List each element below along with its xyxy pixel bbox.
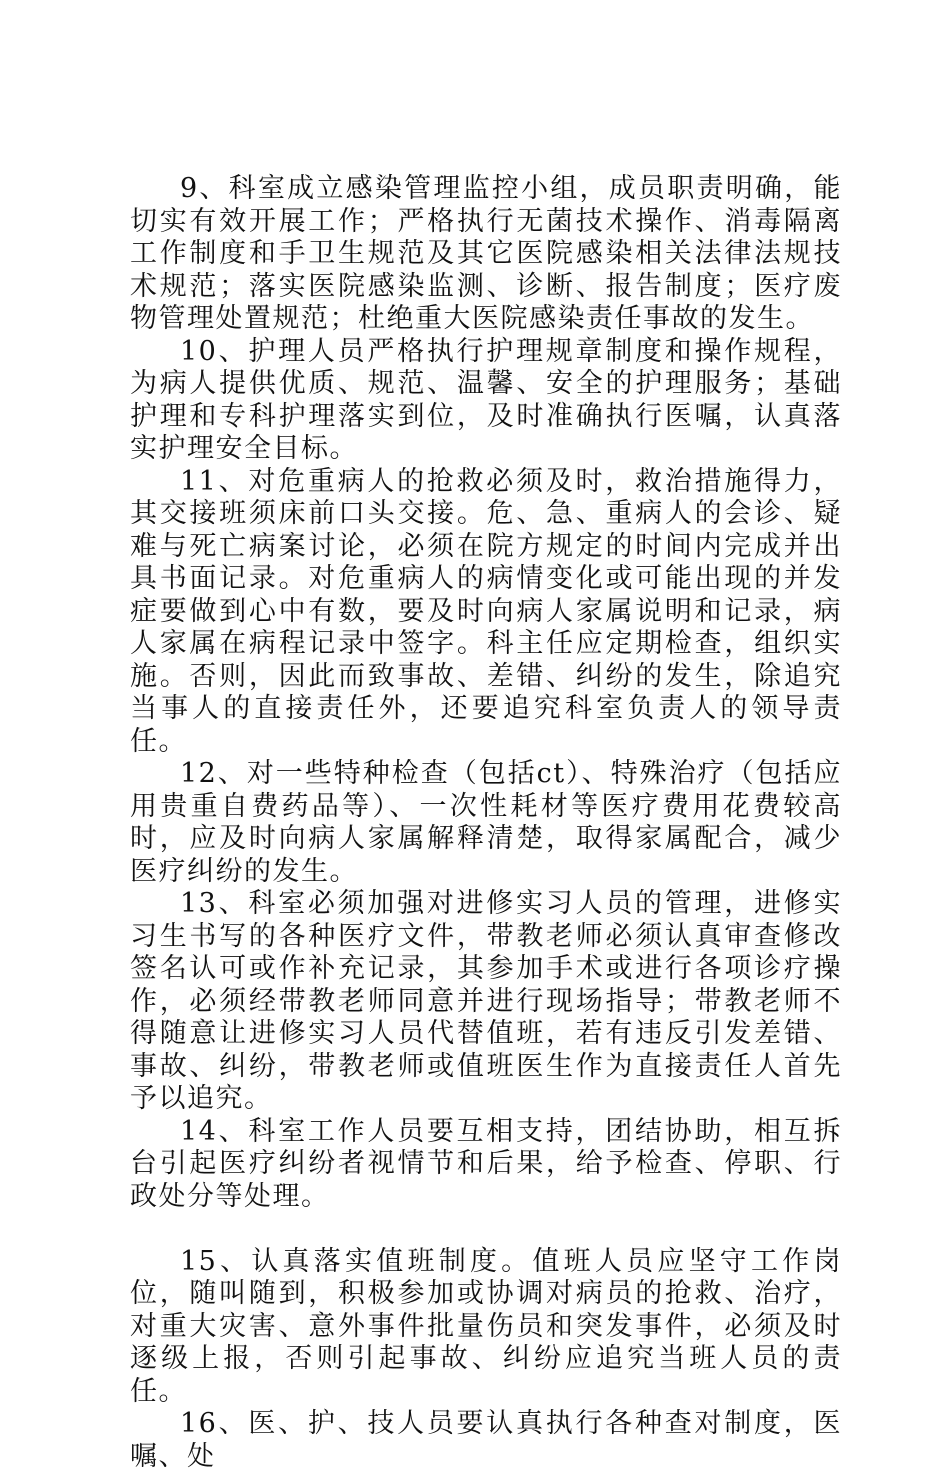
- paragraph-item-13: 13、科室必须加强对进修实习人员的管理，进修实习生书写的各种医疗文件，带教老师必须认真审查修改签名认可或作补充记录，其参加手术或进行各项诊疗操作，必须经带教老师同意并进行现场指导；带教老师不得随意让进修实习人员代替值班，若有违反引发差错、事故、纠纷，带教老师或值班医生作为直接责任人首先予以追究。: [130, 888, 842, 1114]
- paragraph-item-11: 11、对危重病人的抢救必须及时，救治措施得力，其交接班须床前口头交接。危、急、重病人的会诊、疑难与死亡病案讨论，必须在院方规定的时间内完成并出具书面记录。对危重病人的病情变化或可能出现的并发症要做到心中有数，要及时向病人家属说明和记录，病人家属在病程记录中签字。科主任应定期检查，组织实施。否则，因此而致事故、差错、纠纷的发生，除追究当事人的直接责任外，还要追究科室负责人的领导责任。: [130, 465, 842, 757]
- paragraph-item-15: 15、认真落实值班制度。值班人员应坚守工作岗位，随叫随到，积极参加或协调对病员的抢救、治疗，对重大灾害、意外事件批量伤员和突发事件，必须及时逐级上报，否则引起事故、纠纷应追究当班人员的责任。: [130, 1245, 842, 1407]
- paragraph-item-14: 14、科室工作人员要互相支持，团结协助，相互拆台引起医疗纠纷者视情节和后果，给予检查、停职、行政处分等处理。: [130, 1115, 842, 1212]
- document-body: [130, 173, 842, 1473]
- paragraph-item-9: 9、科室成立感染管理监控小组，成员职责明确，能切实有效开展工作；严格执行无菌技术操作、消毒隔离工作制度和手卫生规范及其它医院感染相关法律法规技术规范；落实医院感染监测、诊断、报告制度；医疗废物管理处置规范；杜绝重大医院感染责任事故的发生。: [130, 173, 842, 334]
- paragraph-item-12: 12、对一些特种检查（包括ct）、特殊治疗（包括应用贵重自费药品等）、一次性耗材等医疗费用花费较高时，应及时向病人家属解释清楚，取得家属配合，减少医疗纠纷的发生。: [130, 758, 842, 887]
- paragraph-item-16: 16、医、护、技人员要认真执行各种查对制度，医嘱、处: [130, 1408, 842, 1472]
- paragraph-item-10: 10、护理人员严格执行护理规章制度和操作规程，为病人提供优质、规范、温馨、安全的护理服务；基础护理和专科护理落实到位，及时准确执行医嘱，认真落实护理安全目标。: [130, 335, 842, 464]
